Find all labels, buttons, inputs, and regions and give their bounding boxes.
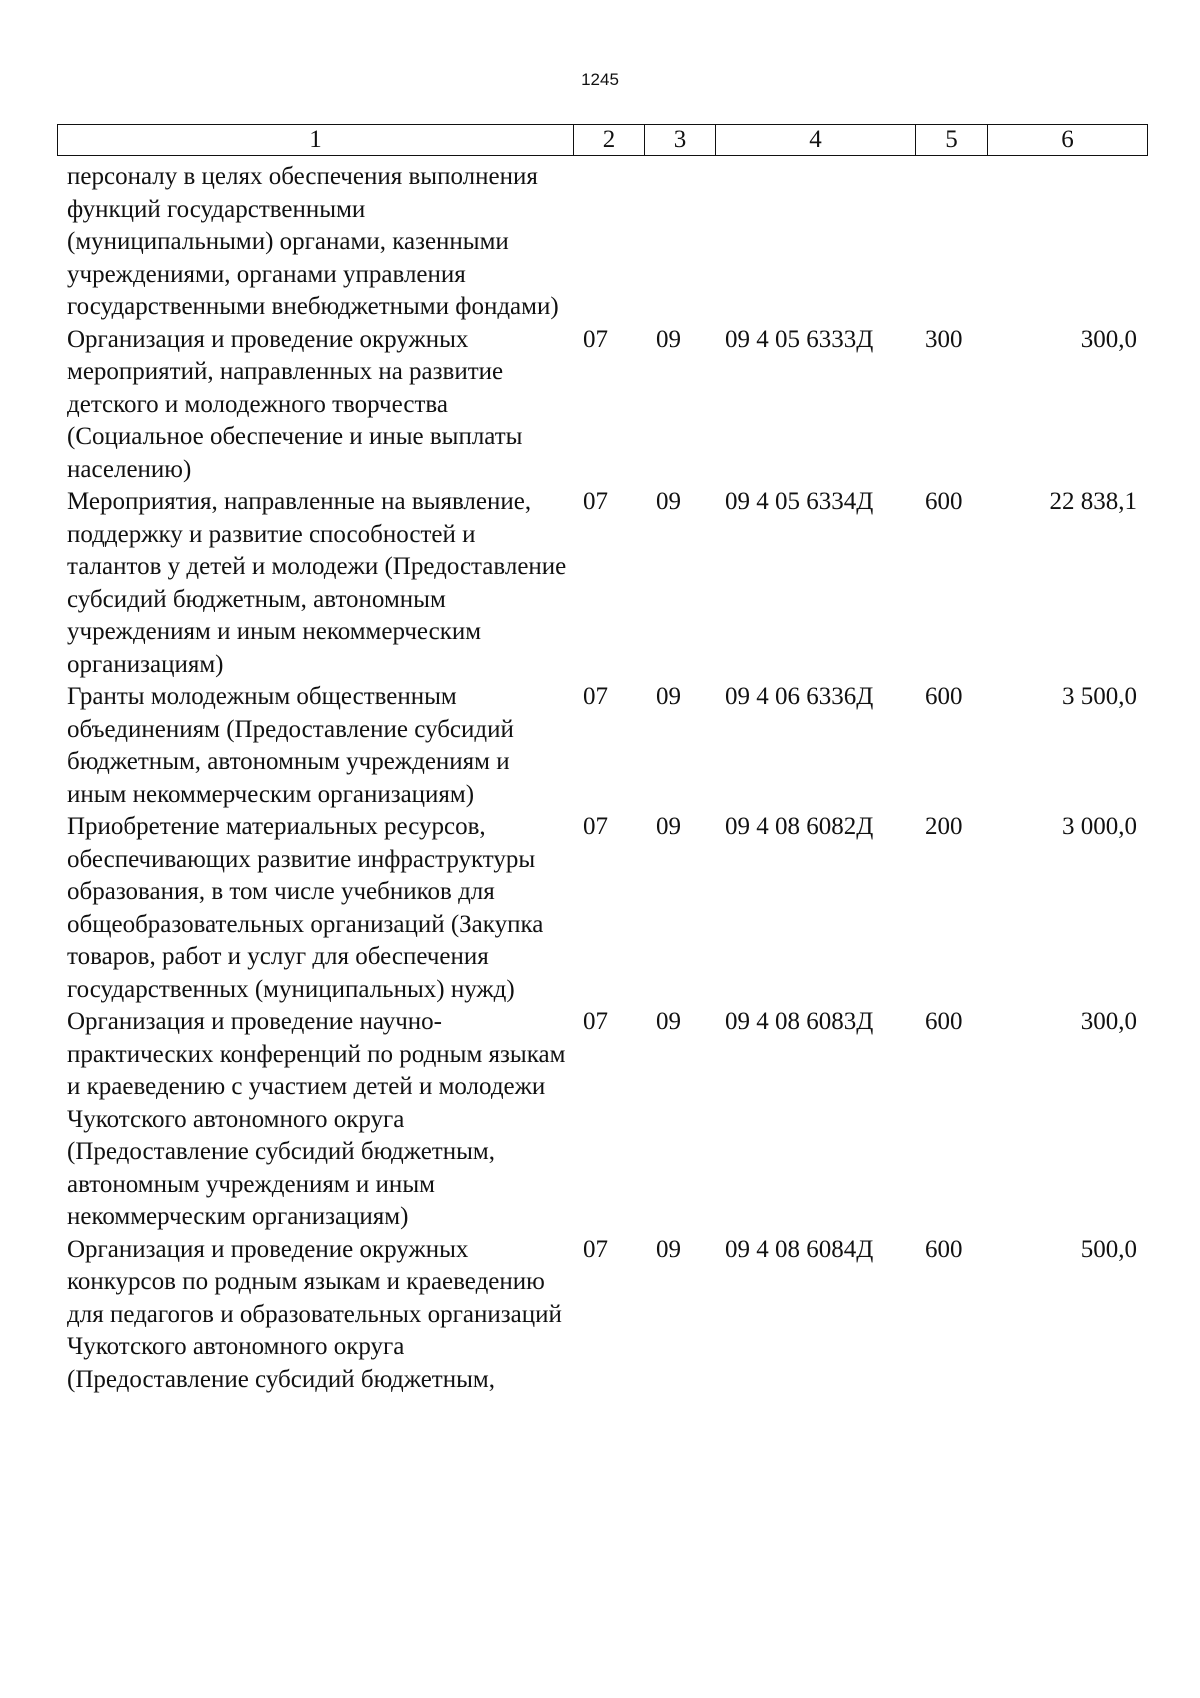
row-section: 07 [583, 1008, 608, 1035]
row-description: Гранты молодежным общественным объединениям (Предоставление субсидий бюджетным, автономным учреждениям и иным некоммерческим организациям) [67, 683, 514, 808]
row-amount: 300,0 [1080, 1008, 1137, 1035]
row-description: Организация и проведение окружных конкурсов по родным языкам и краеведению для педагогов и образовательных организаций Чукотского автономного округа (Предоставление субсидий бюджетным, [67, 1235, 562, 1393]
row-target-article: 09 4 06 6336Д [725, 683, 874, 710]
header-col-2: 2 [574, 125, 645, 156]
row-subsection: 09 [656, 1235, 681, 1263]
row-section: 07 [583, 683, 608, 710]
row-target-article: 09 4 08 6082Д [725, 813, 874, 840]
table-row [57, 811, 1147, 1006]
row-description: Организация и проведение окружных мероприятий, направленных на развитие детского и молодежного творчества (Социальное обеспечение и иные выплаты населению) [67, 325, 523, 483]
header-col-1: 1 [58, 125, 574, 156]
table-row [57, 161, 1147, 324]
table-row [57, 681, 1147, 811]
row-target-article: 09 4 08 6084Д [725, 1235, 874, 1263]
row-amount: 300,0 [1080, 325, 1137, 353]
row-description: персоналу в целях обеспечения выполнения функций государственными (муниципальными) органами, казенными учреждениями, органами управления государственными внебюджетными фондами) [67, 163, 559, 320]
row-expense-type: 600 [925, 1008, 963, 1035]
row-target-article: 09 4 05 6334Д [725, 488, 874, 515]
row-description: Мероприятия, направленные на выявление, поддержку и развитие способностей и талантов у детей и молодежи (Предоставление субсидий бюджетным, автономным учреждениям и иным некоммерческим организациям) [67, 488, 567, 678]
row-subsection: 09 [656, 683, 681, 710]
header-col-6: 6 [988, 125, 1148, 156]
table-row [57, 486, 1147, 681]
table-row [57, 1006, 1147, 1234]
row-subsection: 09 [656, 488, 681, 515]
table-body [57, 161, 1147, 1396]
row-description: Организация и проведение научно-практических конференций по родным языкам и краеведению с участием детей и молодежи Чукотского автономного округа (Предоставление субсидий бюджетным, автономным учреждениям и иным некоммерческим организациям) [67, 1008, 566, 1230]
row-amount [987, 161, 1147, 324]
header-row [58, 125, 1148, 156]
row-section: 07 [583, 325, 608, 353]
row-amount: 22 838,1 [1049, 488, 1137, 515]
row-section [573, 161, 644, 324]
row-target-article [715, 161, 915, 324]
header-col-4: 4 [716, 125, 916, 156]
row-expense-type: 200 [925, 813, 963, 840]
header-col-5: 5 [916, 125, 988, 156]
row-expense-type: 300 [925, 325, 963, 353]
page-number: 1245 [581, 70, 619, 89]
row-subsection: 09 [656, 325, 681, 353]
row-subsection [644, 161, 715, 324]
row-section: 07 [583, 488, 608, 515]
row-amount: 3 500,0 [1062, 683, 1137, 710]
row-expense-type [915, 161, 987, 324]
table-row [57, 324, 1147, 487]
table-header [57, 124, 1148, 156]
row-target-article: 09 4 05 6333Д [725, 325, 874, 353]
row-amount: 3 000,0 [1062, 813, 1137, 840]
row-target-article: 09 4 08 6083Д [725, 1008, 874, 1035]
row-expense-type: 600 [925, 488, 963, 515]
row-expense-type: 600 [925, 683, 963, 710]
budget-table [57, 161, 1147, 1396]
row-subsection: 09 [656, 813, 681, 840]
row-expense-type: 600 [925, 1235, 963, 1263]
row-section: 07 [583, 813, 608, 840]
row-amount: 500,0 [1080, 1235, 1137, 1263]
table-row [57, 1234, 1147, 1397]
header-col-3: 3 [645, 125, 716, 156]
row-description: Приобретение материальных ресурсов, обеспечивающих развитие инфраструктуры образования, в том числе учебников для общеобразовательных организаций (Закупка товаров, работ и услуг для обеспечения государственных (муниципальных) нужд) [67, 813, 544, 1003]
row-subsection: 09 [656, 1008, 681, 1035]
row-section: 07 [583, 1235, 608, 1263]
